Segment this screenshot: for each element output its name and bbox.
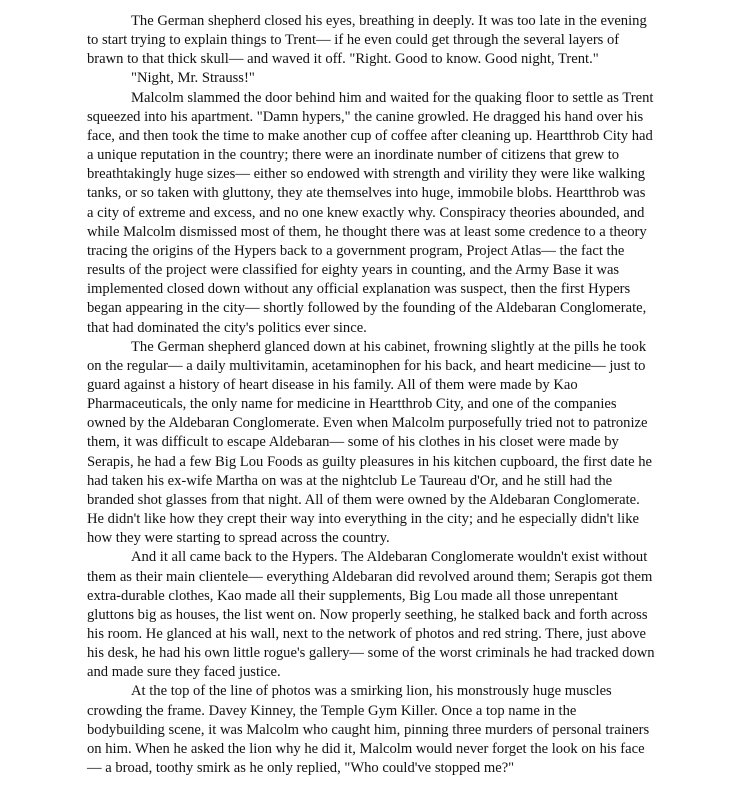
paragraph-6: At the top of the line of photos was a smirking lion, his monstrously huge muscles crowding the frame. Davey Kinney, the Temple Gym Killer. Once a top name in the bodybuilding scene, it was Malcolm who caught him, pinning three murders of personal trainers on him. When he asked the lion why he did it, Malcolm would never forget the look on his face— a broad, toothy smirk as he only replied, "Who could've stopped me?" bbox=[87, 683, 650, 777]
paragraph-3: Malcolm slammed the door behind him and waited for the quaking floor to settle as Trent squeezed into his apartment. "Damn hypers," the canine growled. He dragged his hand over his face, and then took the time to make another cup of coffee after cleaning up. Heartthrob City had a unique reputation in the country; there were an inordinate number of citizens that grew to breathtakingly huge sizes— either so endowed with strength and virility they were like walking tanks, or so taken with gluttony, they ate themselves into huge, immobile blobs. Heartthrob was a city of extreme and excess, and no one knew exactly why. Conspiracy theories abounded, and while Malcolm dismissed most of them, he thought there was at least some credence to a theory tracing the origins of the Hypers back to a government program, Project Atlas— the fact the results of the project were classified for eighty years in counting, and the Army Base it was implemented closed down without any official explanation was suspect, then the first Hypers began appearing in the city— shortly followed by the founding of the Aldebaran Conglomerate, that had dominated the city's politics ever since. bbox=[87, 89, 654, 336]
paragraph-2: "Night, Mr. Strauss!" bbox=[131, 70, 255, 87]
paragraph-1: The German shepherd closed his eyes, breathing in deeply. It was too late in the evening to start trying to explain things to Trent— if he even could get through the several layers of brawn to that thick skull— and waved it off. "Right. Good to know. Good night, Trent." bbox=[87, 13, 647, 68]
paragraph-5: And it all came back to the Hypers. The Aldebaran Conglomerate wouldn't exist without them as their main clientele— everything Aldebaran did revolved around them; Serapis got them extra-durable clothes, Kao made all their supplements, Big Lou made all those unrepentant gluttons big as houses, the list went on. Now properly seething, he stalked back and forth across his room. He glanced at his wall, next to the network of photos and red string. There, just above his desk, he had his own little rogue's gallery— some of the worst criminals he had tracked down and made sure they faced justice. bbox=[87, 549, 655, 681]
paragraph-4: The German shepherd glanced down at his cabinet, frowning slightly at the pills he took on the regular— a daily multivitamin, acetaminophen for his back, and heart medicine— just to guard against a history of heart disease in his family. All of them were made by Kao Pharmaceuticals, the only name for medicine in Heartthrob City, and one of the companies owned by the Aldebaran Conglomerate. Even when Malcolm purposefully tried not to patronize them, it was difficult to escape Aldebaran— some of his clothes in his closet were made by Serapis, he had a few Big Lou Foods as guilty pleasures in his kitchen cupboard, the first date he had taken his ex-wife Martha on was at the nightclub Le Taureau d'Or, and he still had the branded shot glasses from that night. All of them were owned by the Aldebaran Conglomerate. He didn't like how they crept their way into everything in the city; and he especially didn't like how they were starting to spread across the country. bbox=[87, 338, 652, 547]
document-page bbox=[87, 12, 655, 778]
